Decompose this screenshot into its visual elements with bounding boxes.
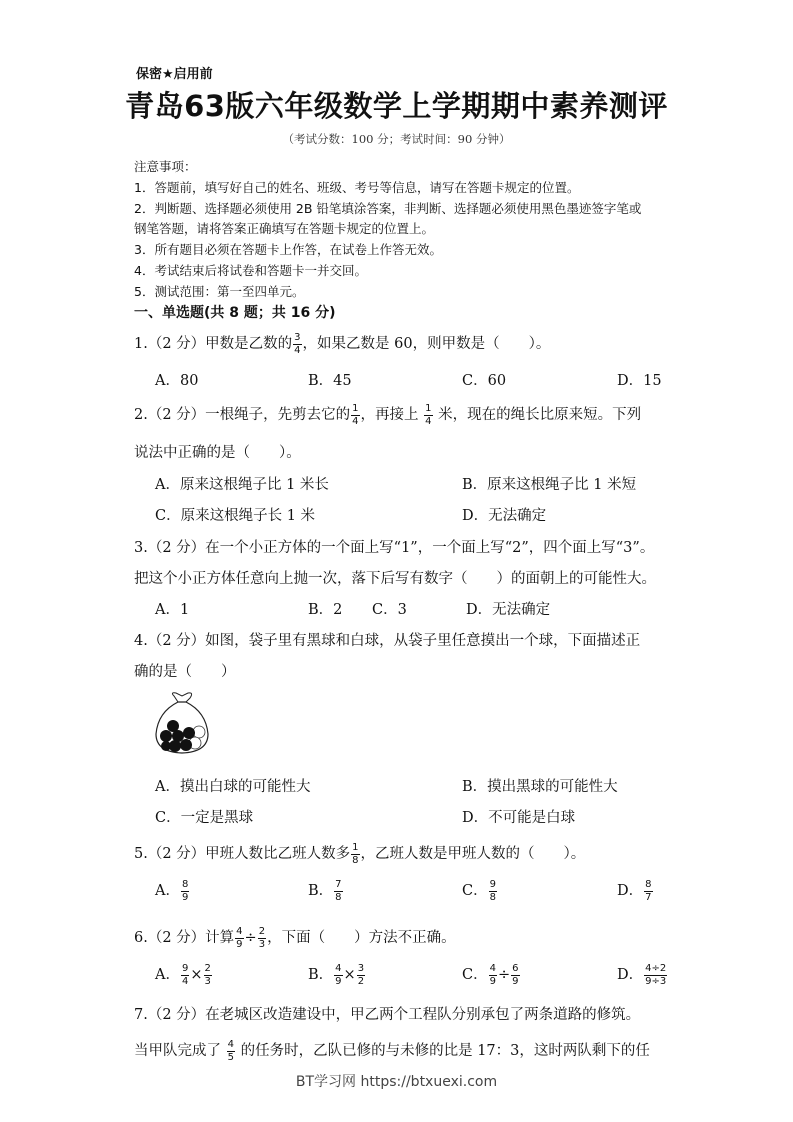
question-7: 7.（2 分）在老城区改造建设中，甲乙两个工程队分别承包了两条道路的修筑。 — [134, 1007, 641, 1023]
watermark: BT学习网 https://btxuexi.com — [295, 1074, 498, 1090]
notes-heading: 注意事项： — [134, 159, 197, 174]
fraction: $\frac{1}{4}$ — [352, 402, 359, 427]
option-a[interactable]: A． $\frac{9}{4}$ × $\frac{2}{3}$ — [155, 962, 211, 987]
ball-bag-figure — [152, 690, 212, 756]
option-b[interactable]: B．45 — [308, 373, 352, 389]
question-3: 3.（2 分）在一个小正方体的一个面上写“1”，一个面上写“2”，四个面上写“3”。 — [134, 540, 655, 556]
option-c[interactable]: C． $\frac{4}{9}$ ÷ $\frac{6}{9}$ — [462, 962, 519, 987]
question-7-line2: 当甲队完成了 $\frac{4}{5}$ 的任务时，乙队已修的与未修的比是 17：3，这时两队剩下的任 — [134, 1038, 650, 1063]
option-a[interactable]: A．原来这根绳子比 1 米长 — [155, 477, 329, 493]
question-4-line2: 确的是（ ） — [134, 664, 236, 680]
question-2-line2: 说法中正确的是（ ）。 — [134, 445, 301, 461]
option-d[interactable]: D．不可能是白球 — [462, 810, 576, 826]
note-item: 5．测试范围：第一至四单元。 — [134, 284, 305, 299]
option-d[interactable]: D．无法确定 — [462, 508, 547, 524]
option-b[interactable]: B． $\frac{7}{8}$ — [308, 878, 342, 903]
option-d[interactable]: D． $\frac{8}{7}$ — [617, 878, 652, 903]
option-a[interactable]: A． $\frac{8}{9}$ — [155, 878, 189, 903]
option-a[interactable]: A．1 — [155, 602, 190, 618]
fraction: $\frac{3}{4}$ — [294, 331, 301, 356]
note-item: 4．考试结束后将试卷和答题卡一并交回。 — [134, 263, 367, 278]
option-c[interactable]: C．3 — [372, 602, 407, 618]
option-c[interactable]: C．60 — [462, 373, 507, 389]
question-3-line2: 把这个小正方体任意向上抛一次，落下后写有数字（ ）的面朝上的可能性大。 — [134, 571, 656, 587]
question-5: 5.（2 分）甲班人数比乙班人数多 $\frac{1}{8}$ ，乙班人数是甲班人数的（ ）。 — [134, 841, 586, 866]
option-c[interactable]: C．一定是黑球 — [155, 810, 254, 826]
note-item: 钢笔答题，请将答案正确填写在答题卡规定的位置上。 — [134, 221, 435, 236]
question-2: 2.（2 分）一根绳子，先剪去它的 $\frac{1}{4}$ ，再接上 $\frac{1}{4}$ 米，现在的绳长比原来短。下列 — [134, 402, 642, 427]
option-d[interactable]: D．15 — [617, 373, 662, 389]
section-title: 一、单选题(共 8 题；共 16 分) — [134, 305, 336, 321]
page-title: 青岛63版六年级数学上学期期中素养测评 — [125, 89, 668, 123]
option-b[interactable]: B．摸出黑球的可能性大 — [462, 779, 618, 795]
option-a[interactable]: A．摸出白球的可能性大 — [155, 779, 311, 795]
exam-info: （考试分数：100 分；考试时间：90 分钟） — [282, 132, 511, 146]
confidential-label: 保密★启用前 — [136, 67, 213, 82]
option-c[interactable]: C． $\frac{9}{8}$ — [462, 878, 496, 903]
note-item: 3．所有题目必须在答题卡上作答，在试卷上作答无效。 — [134, 242, 442, 257]
option-c[interactable]: C．原来这根绳子长 1 米 — [155, 508, 316, 524]
fraction: $\frac{1}{8}$ — [352, 841, 359, 866]
option-d[interactable]: D．无法确定 — [466, 602, 551, 618]
option-a[interactable]: A．80 — [155, 373, 199, 389]
option-b[interactable]: B．2 — [308, 602, 343, 618]
fraction: $\frac{1}{4}$ — [425, 402, 432, 427]
question-4: 4.（2 分）如图，袋子里有黑球和白球，从袋子里任意摸出一个球，下面描述正 — [134, 633, 641, 649]
question-1: 1.（2 分）甲数是乙数的 $\frac{3}{4}$ ，如果乙数是 60，则甲数是（ ）。 — [134, 331, 551, 356]
option-b[interactable]: B．原来这根绳子比 1 米短 — [462, 477, 637, 493]
note-item: 1．答题前，填写好自己的姓名、班级、考号等信息，请写在答题卡规定的位置。 — [134, 180, 580, 195]
option-b[interactable]: B． $\frac{4}{9}$ × $\frac{3}{2}$ — [308, 962, 365, 987]
question-6: 6.（2 分）计算 $\frac{4}{9}$ ÷ $\frac{2}{3}$ ，下面（ ）方法不正确。 — [134, 925, 456, 950]
note-item: 2．判断题、选择题必须使用 2B 铅笔填涂答案，非判断、选择题必须使用黑色墨迹签字笔或 — [134, 201, 642, 216]
option-d[interactable]: D． $\frac{4\div 2}{9\div 3}$ — [617, 962, 667, 987]
